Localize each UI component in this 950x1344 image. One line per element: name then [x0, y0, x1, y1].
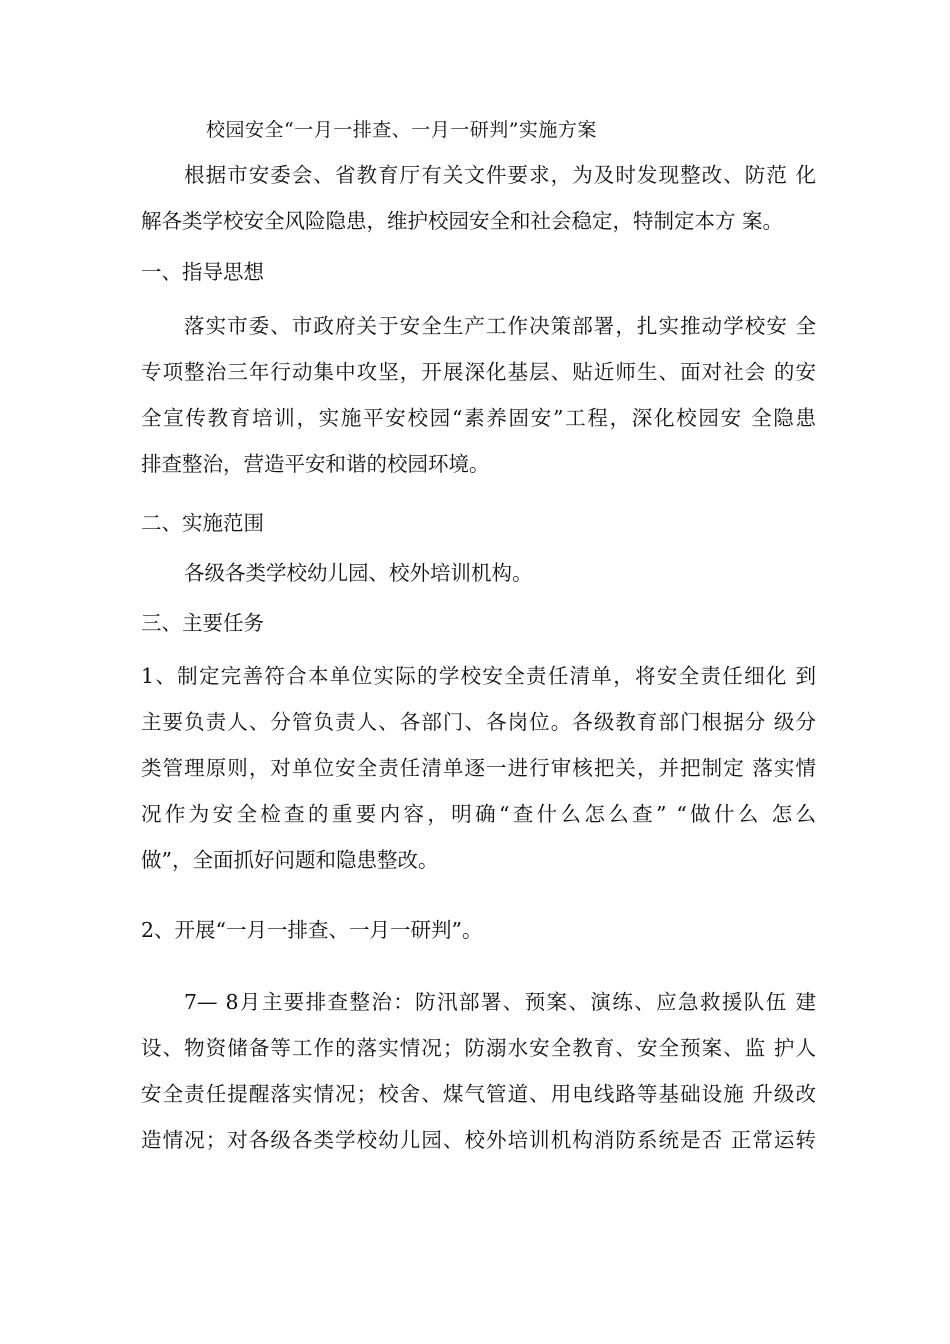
task-item-2: 2、开展“一月一排查、一月一研判”。 — [141, 918, 483, 942]
paragraph-line: 根据市安委会、省教育厅有关文件要求，为及时发现整改、防范 化 — [184, 163, 816, 187]
scope-text: 各级各类学校幼儿园、校外培训机构。 — [184, 561, 533, 585]
paragraph-line: 况作为安全检查的重要内容，明确“查什么怎么查” “做什么 怎么 — [141, 802, 816, 826]
paragraph-line: 安全责任提醒落实情况；校舍、煤气管道、用电线路等基础设施 升级改 — [141, 1082, 816, 1106]
task-item-3 — [141, 979, 816, 1163]
paragraph-line: 解各类学校安全风险隐患，维护校园安全和社会稳定，特制定本方 案。 — [141, 209, 784, 233]
paragraph-line: 主要负责人、分管负责人、各部门、各岗位。各级教育部门根据分 级分 — [141, 710, 816, 734]
section-heading-scope: 二、实施范围 — [141, 511, 264, 535]
paragraph-line: 做”，全面抓好问题和隐患整改。 — [141, 848, 439, 872]
section-heading-main-tasks: 三、主要任务 — [141, 611, 264, 635]
paragraph-line: 造情况；对各级各类学校幼儿园、校外培训机构消防系统是否 正常运转 — [141, 1128, 816, 1152]
section-heading-guiding-thought: 一、指导思想 — [141, 260, 264, 284]
paragraph-line: 专项整治三年行动集中攻坚，开展深化基层、贴近师生、面对社会 的安 — [141, 360, 816, 384]
paragraph-line: 全宣传教育培训，实施平安校园“素养固安”工程，深化校园安 全隐患 — [141, 406, 816, 430]
paragraph-line: 类管理原则，对单位安全责任清单逐一进行审核把关，并把制定 落实情 — [141, 756, 816, 780]
document-title: 校园安全“一月一排查、一月一研判”实施方案 — [206, 119, 597, 141]
paragraph-line: 设、物资储备等工作的落实情况；防溺水安全教育、安全预案、监 护人 — [141, 1036, 816, 1060]
paragraph-line: 落实市委、市政府关于安全生产工作决策部署，扎实推动学校安 全 — [184, 314, 816, 338]
paragraph-line: 1、制定完善符合本单位实际的学校安全责任清单，将安全责任细化 到 — [141, 664, 816, 688]
guiding-thought-paragraph — [141, 303, 816, 487]
paragraph-line: 排查整治，营造平安和谐的校园环境。 — [141, 452, 490, 476]
task-item-1 — [141, 653, 816, 883]
intro-paragraph — [141, 152, 816, 244]
paragraph-line: 7— 8月主要排查整治：防汛部署、预案、演练、应急救援队伍 建 — [184, 990, 816, 1014]
